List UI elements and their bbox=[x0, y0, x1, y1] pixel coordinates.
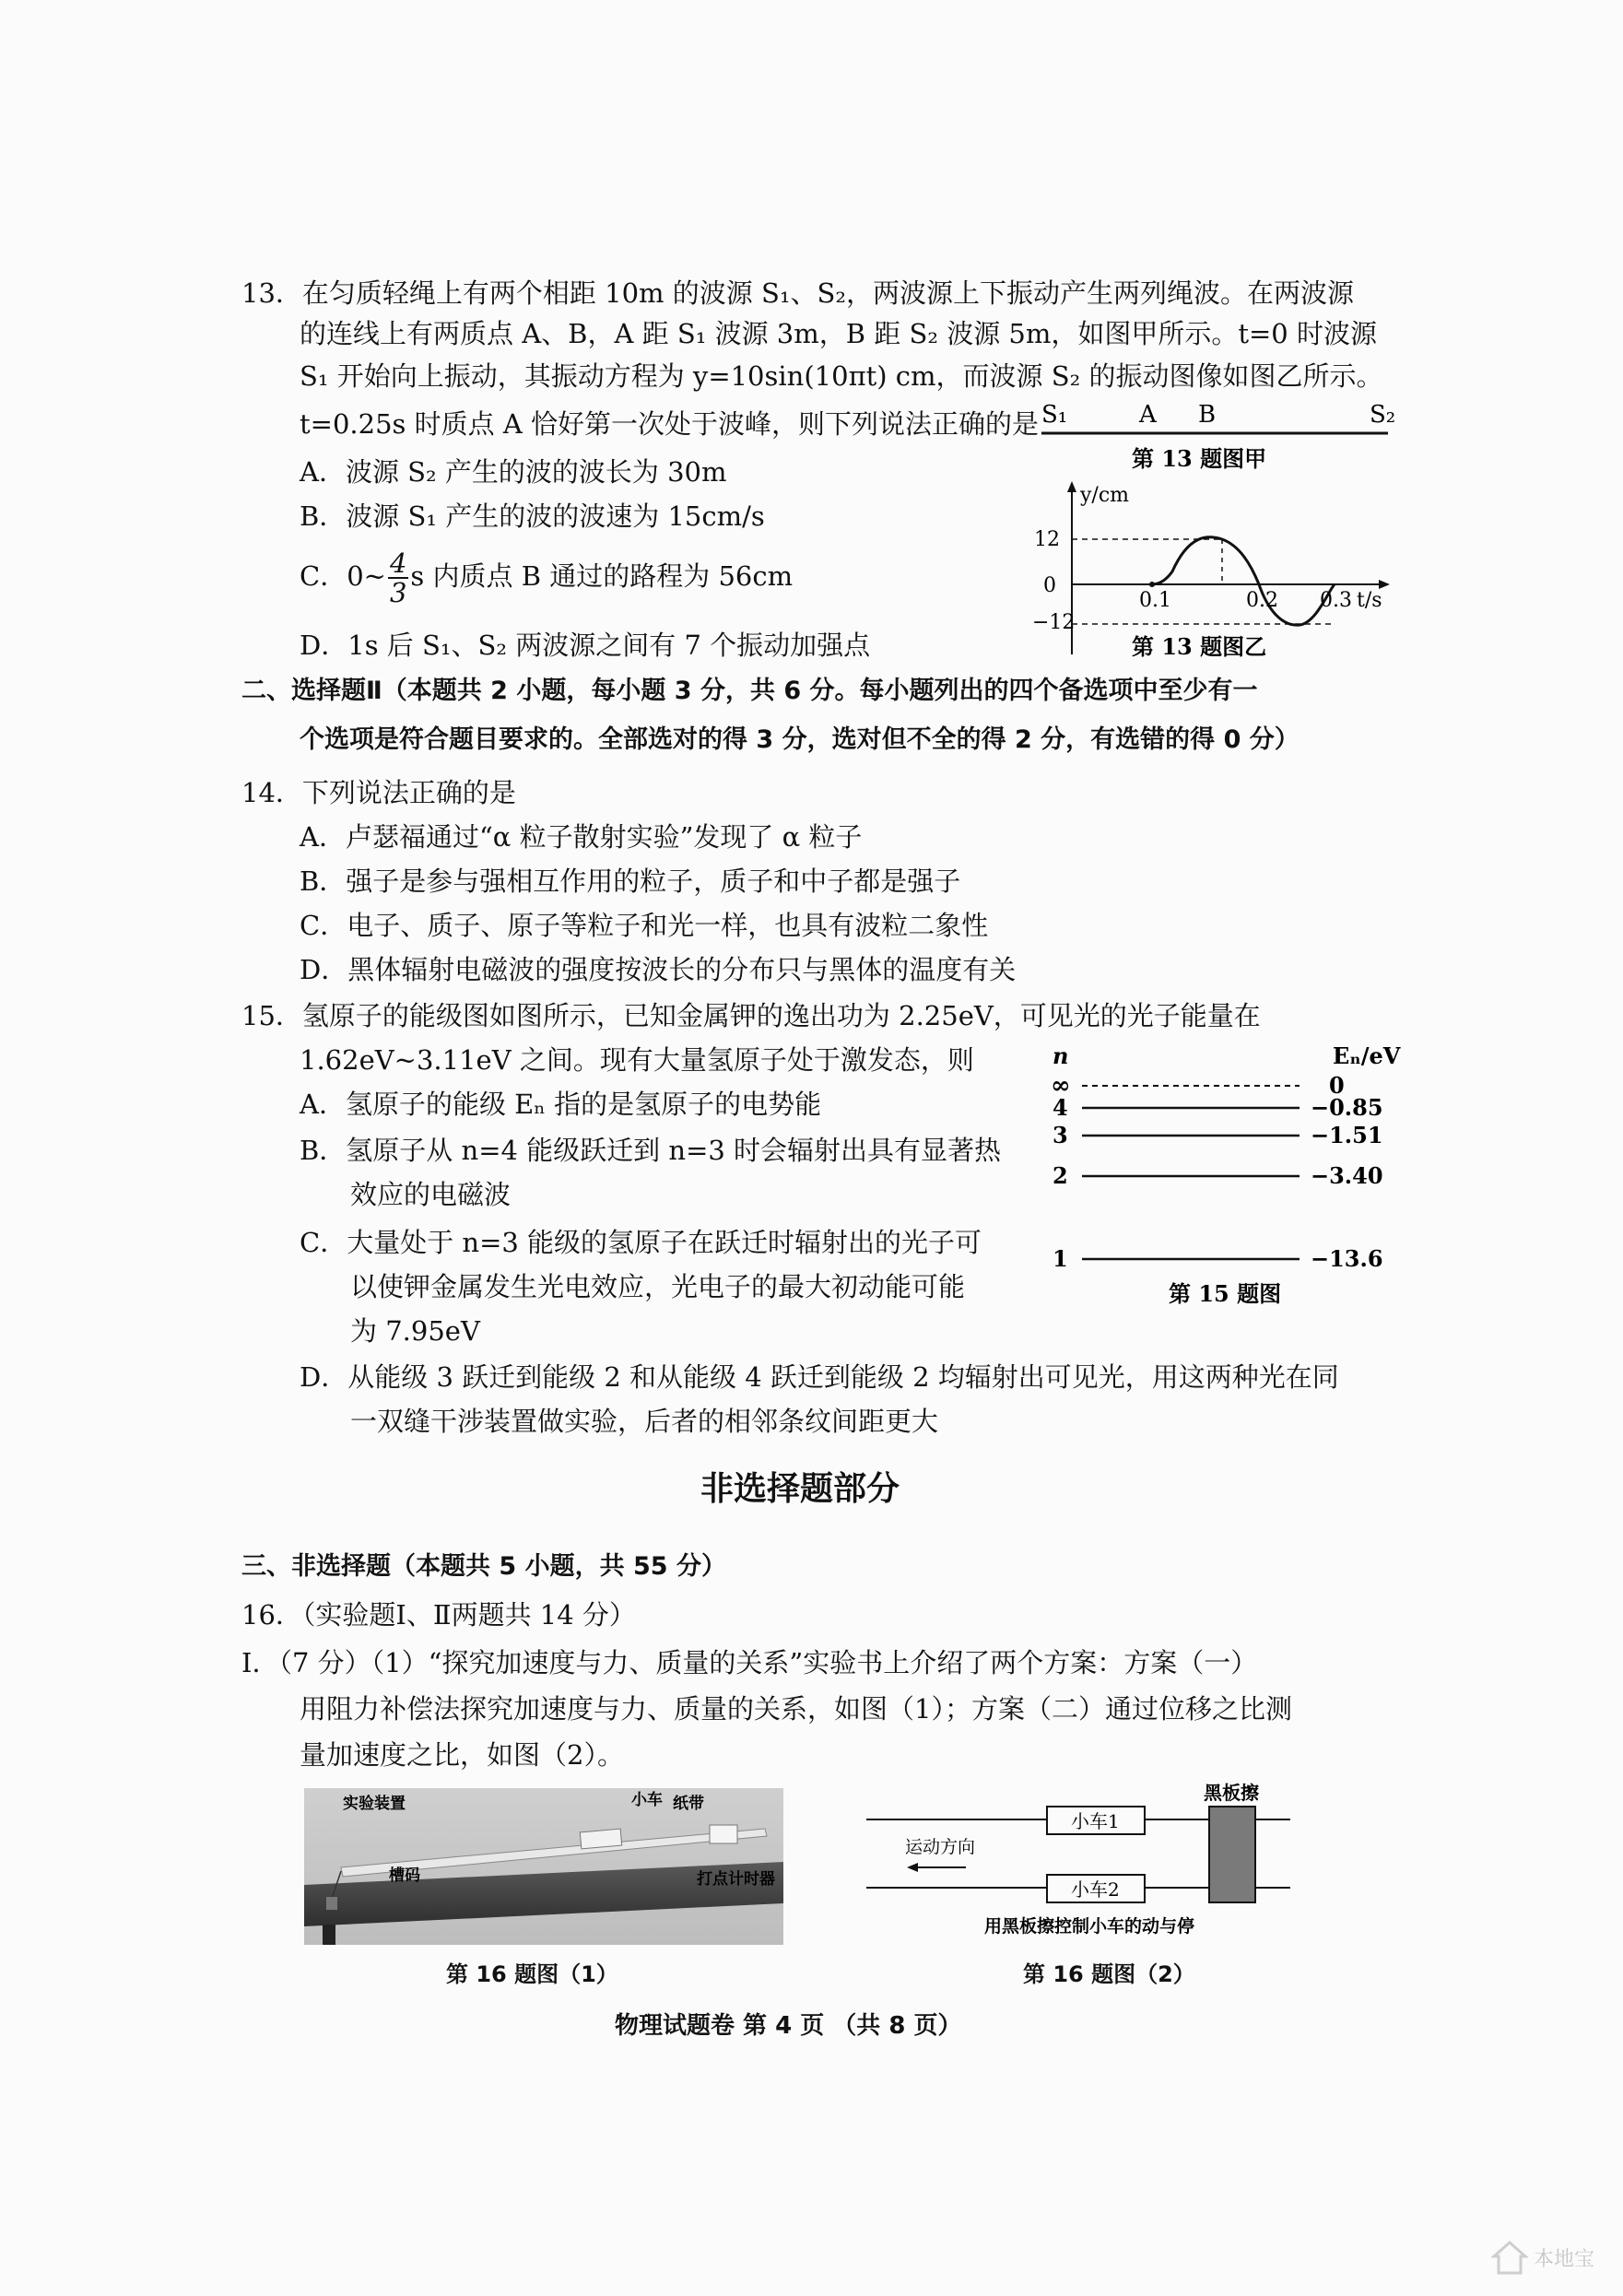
q16-figure-2-caption: 第 16 题图（2） bbox=[1023, 1961, 1195, 1987]
fraction-denominator: 3 bbox=[389, 577, 407, 608]
label-b: B bbox=[1198, 401, 1217, 429]
photo-label-timer: 打点计时器 bbox=[697, 1870, 775, 1889]
q13-line-4: t=0.25s 时质点 A 恰好第一次处于波峰，则下列说法正确的是 bbox=[300, 408, 1040, 440]
y-tick-0: 0 bbox=[1043, 574, 1056, 597]
q15-line-2: 1.62eV~3.11eV 之间。现有大量氢原子处于激发态，则 bbox=[300, 1044, 974, 1076]
q16-figure-1-photo bbox=[304, 1788, 783, 1945]
q13-figure-a bbox=[1032, 398, 1401, 472]
y-tick-neg12: −12 bbox=[1032, 611, 1076, 634]
level-n-4: 4 bbox=[1053, 1094, 1068, 1121]
q13-option-a: A．波源 S₂ 产生的波的波长为 30m bbox=[300, 456, 727, 488]
q13-option-d: D．1s 后 S₁、S₂ 两波源之间有 7 个振动加强点 bbox=[300, 630, 871, 661]
q13-line-1: 13．在匀质轻绳上有两个相距 10m 的波源 S₁、S₂，两波源上下振动产生两列绳波。在两波源 bbox=[241, 277, 1354, 309]
q15-option-d-line-2: 一双缝干涉装置做实验，后者的相邻条纹间距更大 bbox=[350, 1406, 939, 1437]
weights bbox=[326, 1897, 337, 1910]
cart-2-label: 小车2 bbox=[1071, 1878, 1120, 1901]
n-header: n bbox=[1053, 1042, 1069, 1069]
q15-option-b-line-2: 效应的电磁波 bbox=[350, 1179, 512, 1210]
eraser-label: 黑板擦 bbox=[1204, 1782, 1259, 1804]
energy-diagram-caption: 第 15 题图 bbox=[1169, 1280, 1282, 1307]
label-s2: S₂ bbox=[1370, 401, 1396, 429]
eraser-block bbox=[1209, 1807, 1255, 1902]
q13-figure-b bbox=[1032, 479, 1401, 664]
q13-option-b: B．波源 S₁ 产生的波的波速为 15cm/s bbox=[300, 500, 765, 532]
y-axis-label: y/cm bbox=[1080, 484, 1130, 507]
x-tick-0-1: 0.1 bbox=[1139, 589, 1171, 612]
e-header: Eₙ/eV bbox=[1333, 1042, 1401, 1069]
direction-arrow-head bbox=[907, 1863, 918, 1872]
part-title: 非选择题部分 bbox=[700, 1470, 900, 1508]
level-n-1: 1 bbox=[1053, 1245, 1068, 1272]
q16-figure-1-caption: 第 16 题图（1） bbox=[446, 1961, 618, 1987]
fig-b-caption: 第 13 题图乙 bbox=[1132, 633, 1267, 660]
curve-start-point bbox=[1149, 582, 1155, 587]
q15-line-1: 15．氢原子的能级图如图所示，已知金属钾的逸出功为 2.25eV，可见光的光子能量在 bbox=[241, 1000, 1261, 1031]
photo-label-tape: 纸带 bbox=[673, 1795, 704, 1813]
section-3-header: 三、非选择题（本题共 5 小题，共 55 分） bbox=[241, 1552, 726, 1581]
page-footer: 物理试题卷 第 4 页 （共 8 页） bbox=[615, 2012, 962, 2040]
q15-option-c-line-3: 为 7.95eV bbox=[350, 1315, 480, 1347]
q16-figure-2-schematic bbox=[857, 1777, 1309, 1952]
q16-head: 16．（实验题Ⅰ、Ⅱ两题共 14 分） bbox=[241, 1599, 636, 1631]
q13-line-2: 的连线上有两质点 A、B，A 距 S₁ 波源 3m，B 距 S₂ 波源 5m，如图甲所示。t=0 时波源 bbox=[300, 318, 1377, 349]
x-axis-arrow bbox=[1379, 580, 1390, 589]
level-n-2: 2 bbox=[1053, 1162, 1068, 1189]
q15-option-c-line-2: 以使钾金属发生光电效应，光电子的最大初动能可能 bbox=[350, 1271, 966, 1302]
photo-label-cart: 小车 bbox=[631, 1791, 663, 1809]
q16-part1-line-3: 量加速度之比，如图（2）。 bbox=[300, 1739, 624, 1771]
q13-option-c-suffix: s 内质点 B 通过的路程为 56cm bbox=[410, 560, 794, 592]
q13-option-c-fraction bbox=[388, 549, 408, 606]
watermark-text: 本地宝 bbox=[1534, 2248, 1595, 2271]
q15-option-c-line-1: C．大量处于 n=3 能级的氢原子在跃迁时辐射出的光子可 bbox=[300, 1227, 982, 1258]
q14-option-a: A．卢瑟福通过“α 粒子散射实验”发现了 α 粒子 bbox=[300, 821, 863, 853]
watermark-logo bbox=[1491, 2238, 1611, 2280]
cart bbox=[580, 1829, 621, 1849]
level-e-2: −3.40 bbox=[1311, 1162, 1383, 1189]
fig-a-caption: 第 13 题图甲 bbox=[1132, 445, 1267, 472]
q14-option-b: B．强子是参与强相互作用的粒子，质子和中子都是强子 bbox=[300, 865, 961, 897]
cart-1-label: 小车1 bbox=[1071, 1810, 1120, 1832]
level-e-4: −0.85 bbox=[1311, 1094, 1383, 1121]
q14-stem: 14．下列说法正确的是 bbox=[241, 777, 516, 808]
q14-option-d: D．黑体辐射电磁波的强度按波长的分布只与黑体的温度有关 bbox=[300, 954, 1017, 985]
y-axis-arrow bbox=[1067, 481, 1076, 492]
section-2-header-line-1: 二、选择题Ⅱ（本题共 2 小题，每小题 3 分，共 6 分。每小题列出的四个备选项中至少有一 bbox=[241, 677, 1258, 705]
level-n-inf: ∞ bbox=[1051, 1072, 1071, 1100]
level-e-3: −1.51 bbox=[1311, 1122, 1383, 1148]
photo-label-setup: 实验装置 bbox=[343, 1795, 406, 1813]
q16-part1-line-1: Ⅰ．（7 分）（1）“探究加速度与力、质量的关系”实验书上介绍了两个方案：方案（一） bbox=[241, 1647, 1258, 1678]
q13-option-c bbox=[300, 544, 793, 608]
q15-option-d-line-1: D．从能级 3 跃迁到能级 2 和从能级 4 跃迁到能级 2 均辐射出可见光，用这两种光在同 bbox=[300, 1361, 1339, 1393]
schematic-note: 用黑板擦控制小车的动与停 bbox=[984, 1916, 1195, 1937]
y-tick-12: 12 bbox=[1034, 528, 1060, 551]
house-icon bbox=[1491, 2240, 1528, 2277]
level-e-inf: 0 bbox=[1329, 1072, 1345, 1099]
x-axis-label: t/s bbox=[1357, 589, 1382, 612]
section-2-header-line-2: 个选项是符合题目要求的。全部选对的得 3 分，选对但不全的得 2 分，有选错的得 0 分） bbox=[300, 725, 1300, 754]
table-leg bbox=[323, 1925, 335, 1945]
x-tick-0-3: 0.3 bbox=[1320, 589, 1352, 612]
q16-part1-line-2: 用阻力补偿法探究加速度与力、质量的关系，如图（1）；方案（二）通过位移之比测 bbox=[300, 1693, 1292, 1725]
q13-line-3: S₁ 开始向上振动，其振动方程为 y=10sin(10πt) cm，而波源 S₂ 的振动图像如图乙所示。 bbox=[300, 360, 1383, 392]
q15-option-a: A．氢原子的能级 Eₙ 指的是氢原子的电势能 bbox=[300, 1089, 822, 1120]
vibration-curve bbox=[1152, 537, 1335, 625]
label-a: A bbox=[1139, 401, 1157, 429]
level-n-3: 3 bbox=[1053, 1122, 1068, 1148]
level-e-1: −13.6 bbox=[1311, 1245, 1383, 1272]
q15-energy-diagram bbox=[1041, 1042, 1429, 1318]
timer bbox=[710, 1825, 737, 1843]
q14-option-c: C．电子、质子、原子等粒子和光一样，也具有波粒二象性 bbox=[300, 910, 989, 941]
photo-label-weights: 槽码 bbox=[389, 1866, 420, 1885]
direction-label: 运动方向 bbox=[905, 1837, 976, 1857]
fraction-numerator: 4 bbox=[389, 548, 407, 579]
x-tick-0-2: 0.2 bbox=[1246, 589, 1278, 612]
q13-option-c-prefix: C．0~ bbox=[300, 560, 386, 592]
label-s1: S₁ bbox=[1041, 401, 1068, 429]
q15-option-b-line-1: B．氢原子从 n=4 能级跃迁到 n=3 时会辐射出具有显著热 bbox=[300, 1135, 1002, 1166]
